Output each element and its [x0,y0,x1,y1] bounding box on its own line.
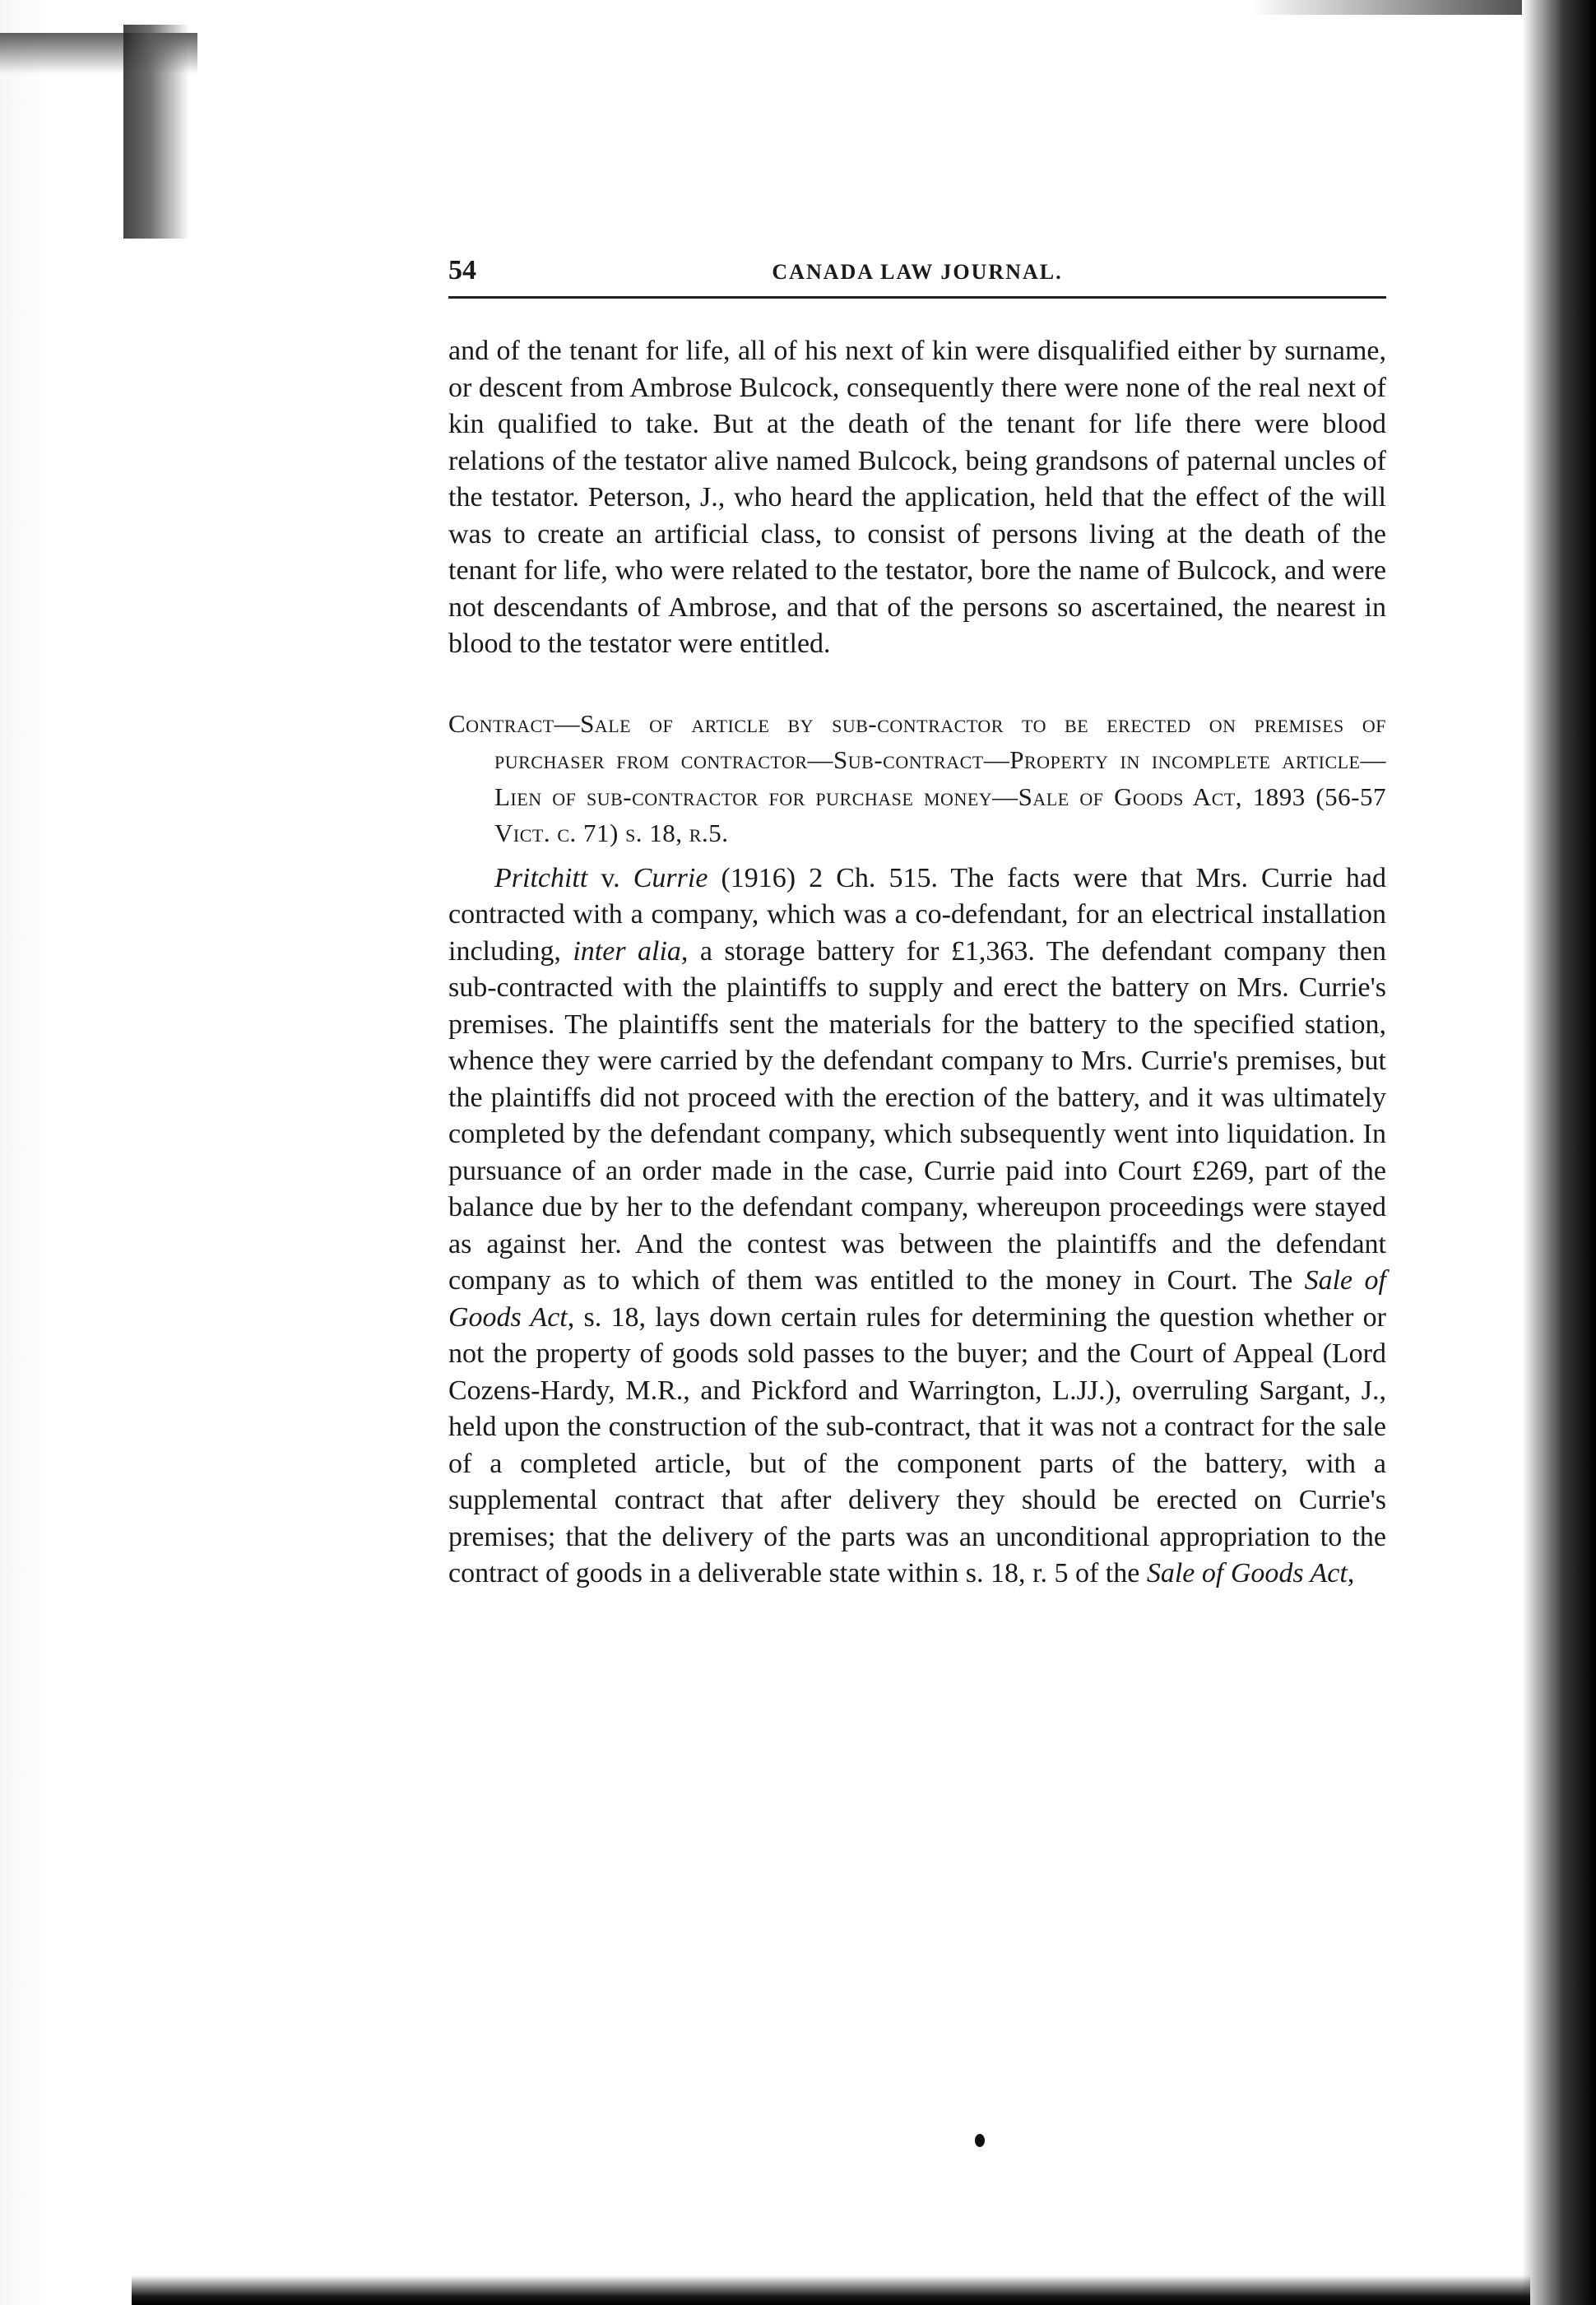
case-name: Pritchitt [494,862,588,893]
scan-edge-right [1522,0,1596,2305]
scan-edge-left [0,0,49,2305]
case-paragraph [448,860,1386,1593]
page-content [448,247,1386,1593]
case-text-part3: , s. 18, lays down certain rules for determining the question whether or not the property of goods sold passes to the buyer; and the Court of Appeal (Lord Cozens-Hardy, M.R., and Pickford and Warrington, L.JJ.), overruling Sargant, J., held upon the construction of the sub-contract, that it was not a contract for the sale of a completed article, but of the component parts of the battery, with a supplemental contract that after delivery they should be erected on Currie's premises; that the delivery of the parts was an unconditional appropriation to the contract of goods in a deliverable state within s. 18, r. 5 of the [448,1301,1386,1588]
section-heading: Contract—Sale of article by sub-contractor to be erected on premises of purchaser from contractor—Sub-contract—Property in incomplete article—Lien of sub-contractor for purchase money—Sale of Goods Act, 1893 (56-57 Vict. c. 71) s. 18, r.5. [448,708,1386,847]
case-party: Currie [633,862,708,893]
case-text-part2: , a storage battery for £1,363. The defendant company then sub-contracted with the plaintiffs to supply and erect the battery on Mrs. Currie's premises. The plaintiffs sent the materials for the battery to the specified station, whence they were carried by the defendant company to Mrs. Currie's premises, but the plaintiffs did not proceed with the erection of the battery, and it was ultimately completed by the defendant company, which subsequently went into liquidation. In pursuance of an order made in the case, Currie paid into Court £269, part of the balance due by her to the defendant company, whereupon proceedings were stayed as against her. And the contest was between the plaintiffs and the defendant company as to which of them was entitled to the money in Court. The [448,935,1387,1296]
act-name-1: Sale of Goods Act [448,1265,1387,1333]
scan-edge-bottom [132,2275,1530,2305]
running-head [448,247,1386,296]
ink-dot [975,2134,985,2147]
scan-edge-left-shadow [123,25,189,239]
opening-paragraph: and of the tenant for life, all of his next of kin were disqualified either by surname, or descent from Ambrose Bulcock, consequently there were none of the real next of kin qualified to take. But at the death of the tenant for life there were blood relations of the testator alive named Bulcock, being grandsons of paternal uncles of the testator. Peterson, J., who heard the application, held that the effect of the will was to create an artificial class, to consist of persons living at the death of the tenant for life, who were related to the testator, bore the name of Bulcock, and were not descendants of Ambrose, and that of the persons so ascertained, the nearest in blood to the testator were entitled. [448,336,1386,659]
case-text-part1: (1916) 2 Ch. 515. The facts were that Mrs. Currie had contracted with a company, which was a co-defendant, for an electrical installation including, [448,862,1387,967]
journal-title: CANADA LAW JOURNAL. [772,260,1063,284]
case-versus: v. [587,862,633,893]
case-text-end: , [1347,1558,1355,1588]
header-rule [448,296,1386,299]
page-number: 54 [448,255,476,285]
inter-alia: inter alia [573,935,681,967]
act-name-2: Sale of Goods Act [1146,1558,1348,1588]
